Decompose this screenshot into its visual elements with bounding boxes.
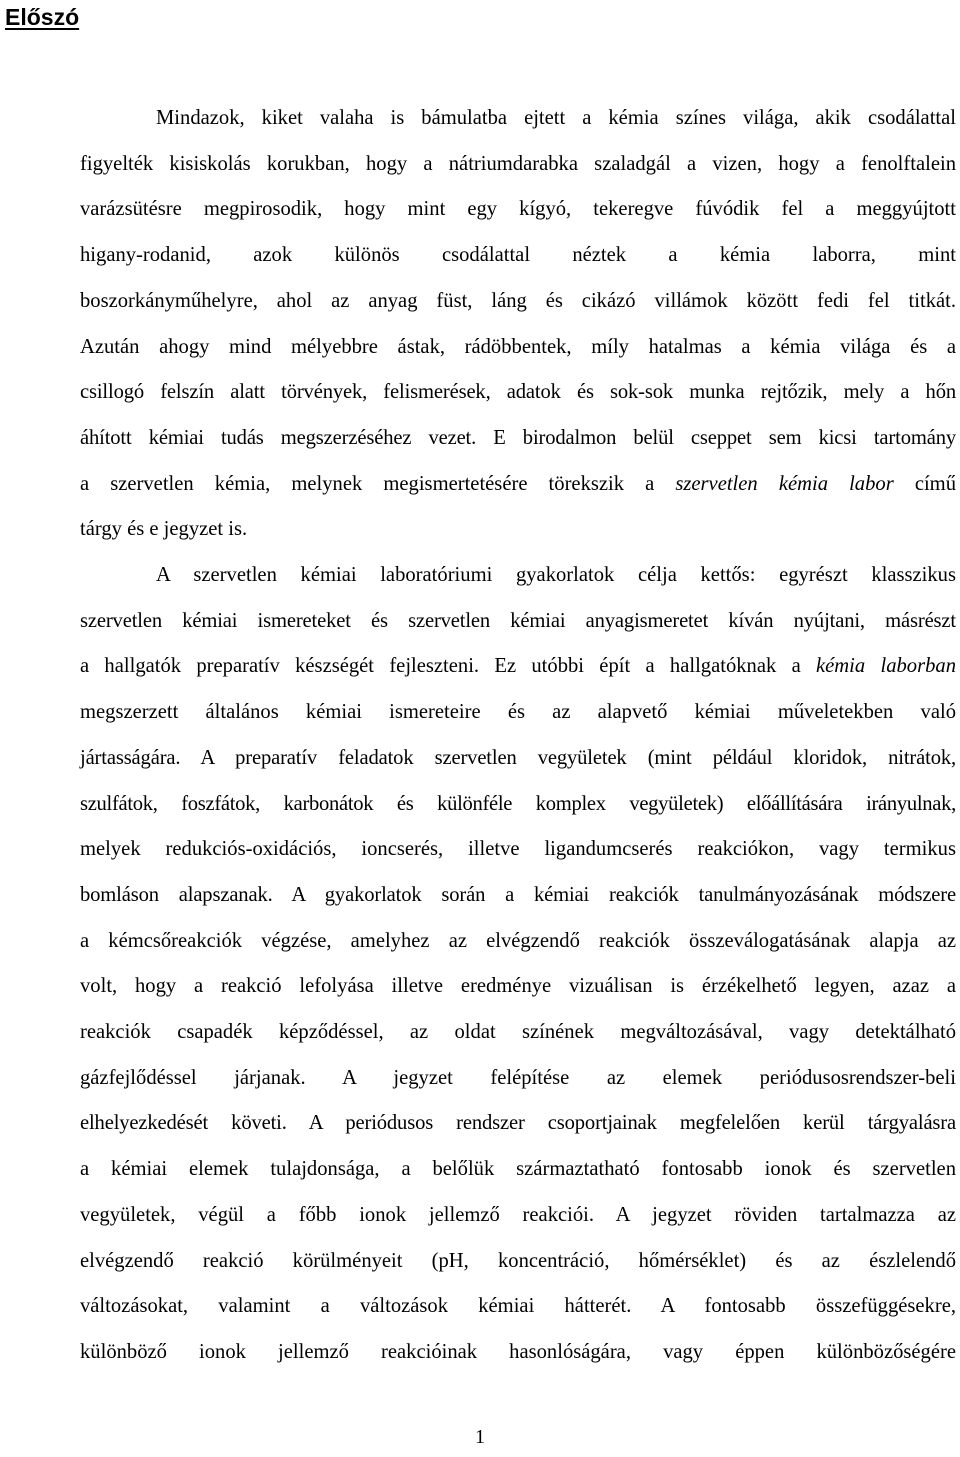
document-body <box>4 96 956 1376</box>
text-line: melyek redukciós-oxidációs, ioncserés, illetve ligandumcserés reakciókon, vagy termikus <box>80 838 956 861</box>
text-line: változásokat, valamint a változások kémiai hátterét. A fontosabb összefüggésekre, <box>80 1295 956 1318</box>
text-run: a hallgatók preparatív készségét fejleszteni. Ez utóbbi épít a hallgatóknak a <box>80 655 817 678</box>
text-line: varázsütésre megpirosodik, hogy mint egy kígyó, tekeregve fúvódik fel a meggyújtott <box>80 198 956 221</box>
text-line: Azután ahogy mind mélyebbre ástak, rádöbbentek, míly hatalmas a kémia világa és a <box>80 335 956 358</box>
text-line: boszorkányműhelyre, ahol az anyag füst, láng és cikázó villámok között fedi fel titkát. <box>80 289 956 312</box>
page-number: 1 <box>475 1426 485 1448</box>
text-line: a kémcsőreakciók végzése, amelyhez az elvégzendő reakciók összeválogatásának alapja az <box>80 929 956 952</box>
text-line: áhított kémiai tudás megszerzéséhez vezet. E birodalmon belül cseppet sem kicsi tartomány <box>80 426 956 449</box>
text-line: szulfátok, foszfátok, karbonátok és különféle komplex vegyületek) előállítására irányulnak, <box>80 792 956 815</box>
paragraph-1 <box>4 96 956 553</box>
text-line <box>4 462 956 508</box>
page-heading: Előszó <box>5 4 80 30</box>
text-line: volt, hogy a reakció lefolyása illetve eredménye vizuálisan is érzékelhető legyen, azaz a <box>80 975 956 998</box>
text-line: bomláson alapszanak. A gyakorlatok során a kémiai reakciók tanulmányozásának módszere <box>80 883 956 906</box>
text-line: gázfejlődéssel járjanak. A jegyzet felépítése az elemek periódusosrendszer-beli <box>80 1066 956 1089</box>
text-run: a szervetlen kémia, melynek megismertetésére törekszik a <box>80 472 676 495</box>
text-line: A szervetlen kémiai laboratóriumi gyakorlatok célja kettős: egyrészt klasszikus <box>156 564 956 587</box>
text-line: különböző ionok jellemző reakcióinak hasonlóságára, vagy éppen különbözőségére <box>80 1340 956 1363</box>
text-line: reakciók csapadék képződéssel, az oldat színének megváltozásával, vagy detektálható <box>80 1021 956 1044</box>
text-line: vegyületek, végül a főbb ionok jellemző reakciói. A jegyzet röviden tartalmazza az <box>80 1203 956 1226</box>
text-line: higany-rodanid, azok különös csodálattal néztek a kémia laborra, mint <box>80 244 956 267</box>
text-line: Mindazok, kiket valaha is bámulatba ejtett a kémia színes világa, akik csodálattal <box>156 107 956 129</box>
text-run: című <box>893 472 956 495</box>
text-line: szervetlen kémiai ismereteket és szervetlen kémiai anyagismeretet kíván nyújtani, másrészt <box>80 609 956 632</box>
text-line: tárgy és e jegyzet is. <box>80 518 248 541</box>
text-line: elvégzendő reakció körülményeit (pH, koncentráció, hőmérséklet) és az észlelendő <box>80 1249 956 1272</box>
italic-course-title: szervetlen kémia labor <box>675 472 894 495</box>
paragraph-2 <box>4 553 956 1376</box>
text-line: a kémiai elemek tulajdonsága, a belőlük származtatható fontosabb ionok és szervetlen <box>80 1158 956 1181</box>
text-line: elhelyezkedését követi. A periódusos rendszer csoportjainak megfelelően kerül tárgyalásra <box>80 1112 956 1135</box>
text-line: figyelték kisiskolás korukban, hogy a nátriumdarabka szaladgál a vizen, hogy a fenolftalein <box>80 152 956 175</box>
text-line: megszerzett általános kémiai ismereteire és az alapvető kémiai műveletekben való <box>80 701 956 724</box>
text-line: jártasságára. A preparatív feladatok szervetlen vegyületek (mint például kloridok, nitrátok, <box>80 746 956 769</box>
italic-course-title: kémia laborban <box>816 655 956 678</box>
text-line: csillogó felszín alatt törvények, felismerések, adatok és sok-sok munka rejtőzik, mely a hőn <box>80 381 956 404</box>
text-line <box>4 644 956 690</box>
